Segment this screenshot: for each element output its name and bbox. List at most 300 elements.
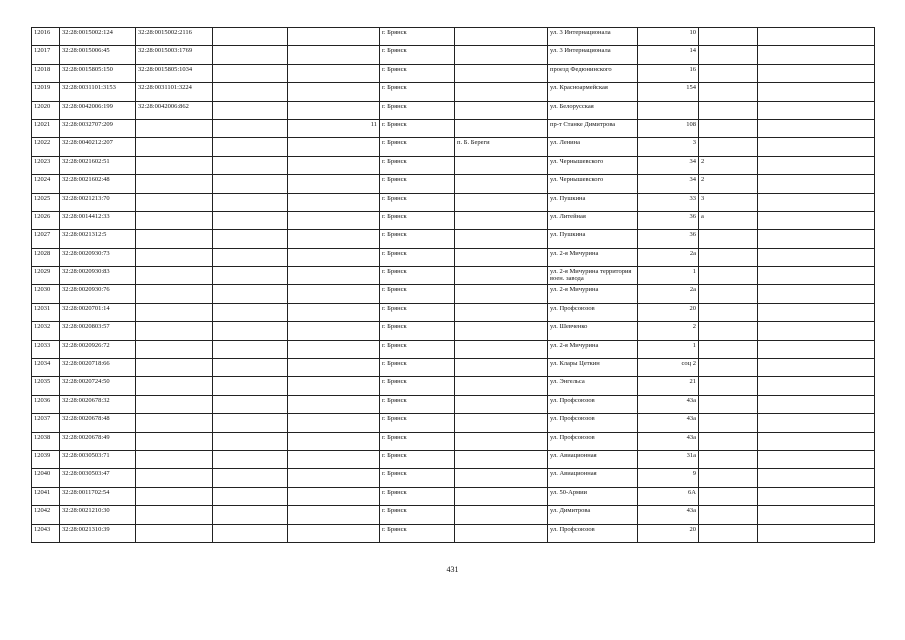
cadastral-number-cell: 32:28:0020930:83 bbox=[60, 267, 136, 285]
table-row bbox=[32, 119, 875, 137]
note-cell bbox=[758, 46, 875, 64]
record-number-cell: 12034 bbox=[32, 359, 60, 377]
building-cell bbox=[699, 46, 758, 64]
table-row bbox=[32, 138, 875, 156]
record-number-cell: 12029 bbox=[32, 267, 60, 285]
street-cell: ул. Пушкина bbox=[548, 230, 638, 248]
parent-cadastral-number-cell bbox=[136, 469, 213, 487]
extra-field-cell bbox=[213, 230, 288, 248]
parent-cadastral-number-cell bbox=[136, 193, 213, 211]
table-row bbox=[32, 359, 875, 377]
record-number-cell: 12018 bbox=[32, 64, 60, 82]
locality-cell bbox=[455, 28, 548, 46]
apartment-cell: 11 bbox=[288, 119, 380, 137]
locality-cell bbox=[455, 211, 548, 229]
note-cell bbox=[758, 377, 875, 395]
cadastral-number-cell: 32:28:0021213:70 bbox=[60, 193, 136, 211]
parent-cadastral-number-cell: 32:28:0015805:1034 bbox=[136, 64, 213, 82]
apartment-cell bbox=[288, 46, 380, 64]
apartment-cell bbox=[288, 138, 380, 156]
note-cell bbox=[758, 487, 875, 505]
locality-cell bbox=[455, 83, 548, 101]
record-number-cell: 12027 bbox=[32, 230, 60, 248]
city-cell: г. Брянск bbox=[380, 414, 455, 432]
cadastral-number-cell: 32:28:0015002:124 bbox=[60, 28, 136, 46]
cadastral-number-cell: 32:28:0014412:33 bbox=[60, 211, 136, 229]
street-cell: ул. Димитрова bbox=[548, 506, 638, 524]
note-cell bbox=[758, 524, 875, 542]
apartment-cell bbox=[288, 248, 380, 266]
apartment-cell bbox=[288, 303, 380, 321]
note-cell bbox=[758, 432, 875, 450]
extra-field-cell bbox=[213, 506, 288, 524]
extra-field-cell bbox=[213, 119, 288, 137]
street-cell: ул. Профсоюзов bbox=[548, 524, 638, 542]
extra-field-cell bbox=[213, 138, 288, 156]
record-number-cell: 12041 bbox=[32, 487, 60, 505]
street-cell: ул. Профсоюзов bbox=[548, 395, 638, 413]
cadastral-number-cell: 32:28:0020930:76 bbox=[60, 285, 136, 303]
parent-cadastral-number-cell bbox=[136, 359, 213, 377]
extra-field-cell bbox=[213, 46, 288, 64]
apartment-cell bbox=[288, 524, 380, 542]
note-cell bbox=[758, 469, 875, 487]
building-cell bbox=[699, 267, 758, 285]
house-number-cell: 6А bbox=[638, 487, 699, 505]
table-row bbox=[32, 285, 875, 303]
city-cell: г. Брянск bbox=[380, 285, 455, 303]
street-cell: ул. Авиационная bbox=[548, 469, 638, 487]
house-number-cell: 43а bbox=[638, 432, 699, 450]
locality-cell bbox=[455, 156, 548, 174]
record-number-cell: 12023 bbox=[32, 156, 60, 174]
house-number-cell: 21 bbox=[638, 377, 699, 395]
apartment-cell bbox=[288, 83, 380, 101]
building-cell bbox=[699, 377, 758, 395]
building-cell bbox=[699, 487, 758, 505]
street-cell: ул. Чернышевского bbox=[548, 175, 638, 193]
note-cell bbox=[758, 83, 875, 101]
note-cell bbox=[758, 506, 875, 524]
cadastral-number-cell: 32:28:0032707:209 bbox=[60, 119, 136, 137]
building-cell bbox=[699, 119, 758, 137]
note-cell bbox=[758, 64, 875, 82]
house-number-cell bbox=[638, 101, 699, 119]
city-cell: г. Брянск bbox=[380, 322, 455, 340]
table-row bbox=[32, 83, 875, 101]
parent-cadastral-number-cell bbox=[136, 175, 213, 193]
record-number-cell: 12037 bbox=[32, 414, 60, 432]
page-number: 431 bbox=[446, 565, 459, 574]
building-cell: 3 bbox=[699, 193, 758, 211]
city-cell: г. Брянск bbox=[380, 506, 455, 524]
note-cell bbox=[758, 101, 875, 119]
note-cell bbox=[758, 138, 875, 156]
extra-field-cell bbox=[213, 156, 288, 174]
apartment-cell bbox=[288, 211, 380, 229]
street-cell: ул. Белорусская bbox=[548, 101, 638, 119]
note-cell bbox=[758, 414, 875, 432]
record-number-cell: 12025 bbox=[32, 193, 60, 211]
house-number-cell: 43а bbox=[638, 506, 699, 524]
locality-cell bbox=[455, 175, 548, 193]
cadastral-number-cell: 32:28:0020724:50 bbox=[60, 377, 136, 395]
note-cell bbox=[758, 267, 875, 285]
cadastral-number-cell: 32:28:0015805:150 bbox=[60, 64, 136, 82]
table-row bbox=[32, 303, 875, 321]
house-number-cell: 1 bbox=[638, 340, 699, 358]
house-number-cell: 31а bbox=[638, 450, 699, 468]
extra-field-cell bbox=[213, 395, 288, 413]
cadastral-number-cell: 32:28:0020678:48 bbox=[60, 414, 136, 432]
record-number-cell: 12038 bbox=[32, 432, 60, 450]
street-cell: ул. 2-я Мичурина bbox=[548, 285, 638, 303]
extra-field-cell bbox=[213, 340, 288, 358]
apartment-cell bbox=[288, 285, 380, 303]
apartment-cell bbox=[288, 432, 380, 450]
apartment-cell bbox=[288, 359, 380, 377]
city-cell: г. Брянск bbox=[380, 193, 455, 211]
house-number-cell: 16 bbox=[638, 64, 699, 82]
parent-cadastral-number-cell bbox=[136, 285, 213, 303]
note-cell bbox=[758, 340, 875, 358]
apartment-cell bbox=[288, 230, 380, 248]
locality-cell bbox=[455, 395, 548, 413]
house-number-cell: 3 bbox=[638, 138, 699, 156]
table-row bbox=[32, 395, 875, 413]
house-number-cell: 36 bbox=[638, 230, 699, 248]
building-cell: 2 bbox=[699, 175, 758, 193]
extra-field-cell bbox=[213, 303, 288, 321]
table-row bbox=[32, 450, 875, 468]
apartment-cell bbox=[288, 377, 380, 395]
house-number-cell: 108 bbox=[638, 119, 699, 137]
apartment-cell bbox=[288, 469, 380, 487]
record-number-cell: 12017 bbox=[32, 46, 60, 64]
building-cell bbox=[699, 414, 758, 432]
note-cell bbox=[758, 359, 875, 377]
street-cell: ул. Ленина bbox=[548, 138, 638, 156]
building-cell bbox=[699, 340, 758, 358]
cadastral-number-cell: 32:28:0021602:48 bbox=[60, 175, 136, 193]
cadastral-number-cell: 32:28:0020926:72 bbox=[60, 340, 136, 358]
apartment-cell bbox=[288, 450, 380, 468]
city-cell: г. Брянск bbox=[380, 211, 455, 229]
house-number-cell: 2а bbox=[638, 248, 699, 266]
extra-field-cell bbox=[213, 28, 288, 46]
building-cell bbox=[699, 285, 758, 303]
building-cell bbox=[699, 506, 758, 524]
record-number-cell: 12042 bbox=[32, 506, 60, 524]
house-number-cell: 43а bbox=[638, 395, 699, 413]
extra-field-cell bbox=[213, 432, 288, 450]
table-body bbox=[32, 28, 875, 543]
street-cell: ул. Профсоюзов bbox=[548, 432, 638, 450]
note-cell bbox=[758, 211, 875, 229]
table-row bbox=[32, 156, 875, 174]
table-row bbox=[32, 414, 875, 432]
locality-cell bbox=[455, 414, 548, 432]
note-cell bbox=[758, 175, 875, 193]
locality-cell bbox=[455, 524, 548, 542]
cadastral-number-cell: 32:28:0015006:45 bbox=[60, 46, 136, 64]
table-row bbox=[32, 506, 875, 524]
extra-field-cell bbox=[213, 322, 288, 340]
table-row bbox=[32, 193, 875, 211]
parent-cadastral-number-cell: 32:28:0042006:862 bbox=[136, 101, 213, 119]
street-cell: ул. Шевченко bbox=[548, 322, 638, 340]
building-cell bbox=[699, 524, 758, 542]
apartment-cell bbox=[288, 101, 380, 119]
record-number-cell: 12032 bbox=[32, 322, 60, 340]
record-number-cell: 12040 bbox=[32, 469, 60, 487]
table-row bbox=[32, 377, 875, 395]
record-number-cell: 12020 bbox=[32, 101, 60, 119]
extra-field-cell bbox=[213, 285, 288, 303]
street-cell: ул. Профсоюзов bbox=[548, 414, 638, 432]
street-cell: ул. Красноармейская bbox=[548, 83, 638, 101]
table-row bbox=[32, 248, 875, 266]
parent-cadastral-number-cell bbox=[136, 211, 213, 229]
city-cell: г. Брянск bbox=[380, 267, 455, 285]
record-number-cell: 12030 bbox=[32, 285, 60, 303]
extra-field-cell bbox=[213, 83, 288, 101]
table-row bbox=[32, 211, 875, 229]
building-cell bbox=[699, 28, 758, 46]
city-cell: г. Брянск bbox=[380, 175, 455, 193]
note-cell bbox=[758, 28, 875, 46]
building-cell bbox=[699, 303, 758, 321]
locality-cell bbox=[455, 64, 548, 82]
apartment-cell bbox=[288, 267, 380, 285]
street-cell: ул. 3 Интернационала bbox=[548, 46, 638, 64]
locality-cell bbox=[455, 230, 548, 248]
cadastral-number-cell: 32:28:0020930:73 bbox=[60, 248, 136, 266]
record-number-cell: 12021 bbox=[32, 119, 60, 137]
cadastral-number-cell: 32:28:0021210:30 bbox=[60, 506, 136, 524]
note-cell bbox=[758, 193, 875, 211]
note-cell bbox=[758, 119, 875, 137]
house-number-cell: 34 bbox=[638, 156, 699, 174]
extra-field-cell bbox=[213, 267, 288, 285]
extra-field-cell bbox=[213, 175, 288, 193]
locality-cell bbox=[455, 285, 548, 303]
city-cell: г. Брянск bbox=[380, 64, 455, 82]
parent-cadastral-number-cell bbox=[136, 340, 213, 358]
record-number-cell: 12033 bbox=[32, 340, 60, 358]
city-cell: г. Брянск bbox=[380, 303, 455, 321]
record-number-cell: 12028 bbox=[32, 248, 60, 266]
table-row bbox=[32, 469, 875, 487]
locality-cell bbox=[455, 450, 548, 468]
note-cell bbox=[758, 395, 875, 413]
building-cell bbox=[699, 469, 758, 487]
street-cell: ул. Клары Цеткин bbox=[548, 359, 638, 377]
building-cell bbox=[699, 322, 758, 340]
apartment-cell bbox=[288, 506, 380, 524]
record-number-cell: 12024 bbox=[32, 175, 60, 193]
building-cell bbox=[699, 359, 758, 377]
table-row bbox=[32, 267, 875, 285]
city-cell: г. Брянск bbox=[380, 230, 455, 248]
apartment-cell bbox=[288, 64, 380, 82]
locality-cell bbox=[455, 487, 548, 505]
city-cell: г. Брянск bbox=[380, 469, 455, 487]
cadastral-number-cell: 32:28:0020718:66 bbox=[60, 359, 136, 377]
register-table bbox=[31, 27, 875, 543]
house-number-cell: 154 bbox=[638, 83, 699, 101]
extra-field-cell bbox=[213, 248, 288, 266]
extra-field-cell bbox=[213, 450, 288, 468]
city-cell: г. Брянск bbox=[380, 83, 455, 101]
table-row bbox=[32, 524, 875, 542]
locality-cell bbox=[455, 248, 548, 266]
street-cell: проезд Федюнинского bbox=[548, 64, 638, 82]
building-cell bbox=[699, 248, 758, 266]
parent-cadastral-number-cell bbox=[136, 303, 213, 321]
parent-cadastral-number-cell: 32:28:0015003:1769 bbox=[136, 46, 213, 64]
record-number-cell: 12031 bbox=[32, 303, 60, 321]
cadastral-number-cell: 32:28:0021312:5 bbox=[60, 230, 136, 248]
street-cell: ул. 2-я Мичурина bbox=[548, 340, 638, 358]
house-number-cell: 43а bbox=[638, 414, 699, 432]
locality-cell bbox=[455, 46, 548, 64]
extra-field-cell bbox=[213, 101, 288, 119]
building-cell bbox=[699, 101, 758, 119]
apartment-cell bbox=[288, 28, 380, 46]
cadastral-number-cell: 32:28:0042006:199 bbox=[60, 101, 136, 119]
street-cell: ул. Профсоюзов bbox=[548, 303, 638, 321]
cadastral-number-cell: 32:28:0021310:39 bbox=[60, 524, 136, 542]
record-number-cell: 12043 bbox=[32, 524, 60, 542]
house-number-cell: 2а bbox=[638, 285, 699, 303]
note-cell bbox=[758, 285, 875, 303]
note-cell bbox=[758, 156, 875, 174]
apartment-cell bbox=[288, 487, 380, 505]
cadastral-number-cell: 32:28:0011702:54 bbox=[60, 487, 136, 505]
table-row bbox=[32, 487, 875, 505]
street-cell: ул. Авиационная bbox=[548, 450, 638, 468]
cadastral-number-cell: 32:28:0020803:57 bbox=[60, 322, 136, 340]
parent-cadastral-number-cell bbox=[136, 119, 213, 137]
parent-cadastral-number-cell bbox=[136, 248, 213, 266]
city-cell: г. Брянск bbox=[380, 101, 455, 119]
cadastral-number-cell: 32:28:0031101:3153 bbox=[60, 83, 136, 101]
locality-cell bbox=[455, 303, 548, 321]
locality-cell bbox=[455, 193, 548, 211]
city-cell: г. Брянск bbox=[380, 156, 455, 174]
parent-cadastral-number-cell bbox=[136, 156, 213, 174]
extra-field-cell bbox=[213, 64, 288, 82]
locality-cell: п. Б. Береги bbox=[455, 138, 548, 156]
city-cell: г. Брянск bbox=[380, 359, 455, 377]
record-number-cell: 12016 bbox=[32, 28, 60, 46]
apartment-cell bbox=[288, 322, 380, 340]
building-cell bbox=[699, 432, 758, 450]
locality-cell bbox=[455, 322, 548, 340]
parent-cadastral-number-cell bbox=[136, 395, 213, 413]
table-row bbox=[32, 46, 875, 64]
record-number-cell: 12035 bbox=[32, 377, 60, 395]
cadastral-number-cell: 32:28:0020678:49 bbox=[60, 432, 136, 450]
parent-cadastral-number-cell bbox=[136, 322, 213, 340]
city-cell: г. Брянск bbox=[380, 487, 455, 505]
building-cell: а bbox=[699, 211, 758, 229]
house-number-cell: 1 bbox=[638, 267, 699, 285]
street-cell: ул. 3 Интернационала bbox=[548, 28, 638, 46]
parent-cadastral-number-cell bbox=[136, 138, 213, 156]
house-number-cell: 33 bbox=[638, 193, 699, 211]
apartment-cell bbox=[288, 175, 380, 193]
extra-field-cell bbox=[213, 414, 288, 432]
record-number-cell: 12019 bbox=[32, 83, 60, 101]
street-cell: ул. Литейная bbox=[548, 211, 638, 229]
locality-cell bbox=[455, 506, 548, 524]
parent-cadastral-number-cell bbox=[136, 506, 213, 524]
locality-cell bbox=[455, 469, 548, 487]
record-number-cell: 12039 bbox=[32, 450, 60, 468]
record-number-cell: 12026 bbox=[32, 211, 60, 229]
city-cell: г. Брянск bbox=[380, 432, 455, 450]
table-row bbox=[32, 28, 875, 46]
building-cell bbox=[699, 230, 758, 248]
locality-cell bbox=[455, 377, 548, 395]
street-cell: ул. 50-Армии bbox=[548, 487, 638, 505]
parent-cadastral-number-cell bbox=[136, 230, 213, 248]
building-cell bbox=[699, 64, 758, 82]
table-row bbox=[32, 175, 875, 193]
city-cell: г. Брянск bbox=[380, 248, 455, 266]
city-cell: г. Брянск bbox=[380, 524, 455, 542]
house-number-cell: 14 bbox=[638, 46, 699, 64]
street-cell: ул. Чернышевского bbox=[548, 156, 638, 174]
note-cell bbox=[758, 248, 875, 266]
house-number-cell: соц 2 bbox=[638, 359, 699, 377]
house-number-cell: 2 bbox=[638, 322, 699, 340]
record-number-cell: 12036 bbox=[32, 395, 60, 413]
parent-cadastral-number-cell: 32:28:0031101:3224 bbox=[136, 83, 213, 101]
extra-field-cell bbox=[213, 211, 288, 229]
street-cell: пр-т Станке Димитрова bbox=[548, 119, 638, 137]
extra-field-cell bbox=[213, 193, 288, 211]
extra-field-cell bbox=[213, 487, 288, 505]
locality-cell bbox=[455, 267, 548, 285]
street-cell: ул. Энгельса bbox=[548, 377, 638, 395]
locality-cell bbox=[455, 340, 548, 358]
note-cell bbox=[758, 450, 875, 468]
table-row bbox=[32, 432, 875, 450]
note-cell bbox=[758, 303, 875, 321]
city-cell: г. Брянск bbox=[380, 340, 455, 358]
house-number-cell: 34 bbox=[638, 175, 699, 193]
apartment-cell bbox=[288, 414, 380, 432]
table-row bbox=[32, 340, 875, 358]
extra-field-cell bbox=[213, 359, 288, 377]
cadastral-number-cell: 32:28:0020678:32 bbox=[60, 395, 136, 413]
street-cell: ул. 2-я Мичурина bbox=[548, 248, 638, 266]
apartment-cell bbox=[288, 340, 380, 358]
parent-cadastral-number-cell bbox=[136, 487, 213, 505]
house-number-cell: 20 bbox=[638, 524, 699, 542]
record-number-cell: 12022 bbox=[32, 138, 60, 156]
cadastral-number-cell: 32:28:0020701:14 bbox=[60, 303, 136, 321]
city-cell: г. Брянск bbox=[380, 450, 455, 468]
locality-cell bbox=[455, 359, 548, 377]
table-row bbox=[32, 230, 875, 248]
note-cell bbox=[758, 230, 875, 248]
note-cell bbox=[758, 322, 875, 340]
cadastral-number-cell: 32:28:0021602:51 bbox=[60, 156, 136, 174]
